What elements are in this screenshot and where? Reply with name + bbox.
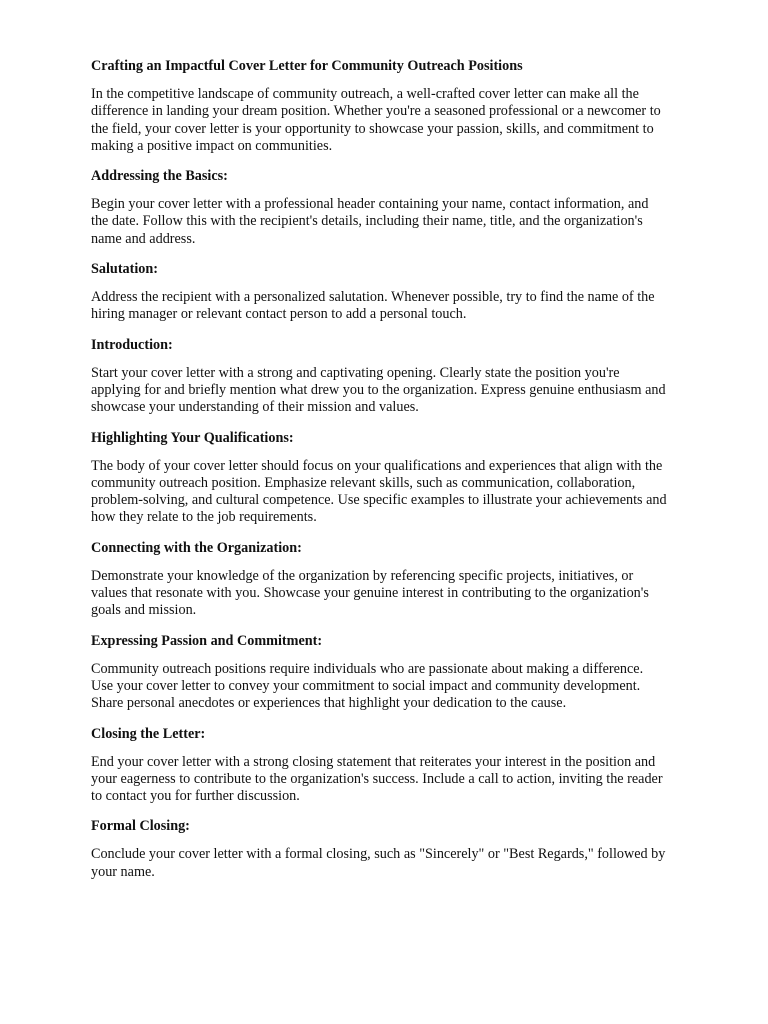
section-paragraph-qualifications [91,458,731,527]
paragraph-line: Share personal anecdotes or experiences that highlight your dedication to the cause. [91,695,567,712]
document-title: Crafting an Impactful Cover Letter for Community Outreach Positions [91,58,523,74]
paragraph-line: End your cover letter with a strong closing statement that reiterates your interest in the position and [91,753,656,770]
paragraph-line: The body of your cover letter should focus on your qualifications and experiences that align with the [91,457,663,474]
section-heading-qualifications: Highlighting Your Qualifications: [91,429,294,446]
section-paragraph-passion-commitment [91,661,731,713]
paragraph-line: to contact you for further discussion. [91,788,300,805]
paragraph-line: Conclude your cover letter with a formal closing, such as "Sincerely" or "Best Regards," followed by [91,846,666,863]
paragraph-line: hiring manager or relevant contact person to add a personal touch. [91,306,467,323]
paragraph-line: making a positive impact on communities. [91,137,333,154]
paragraph-line: In the competitive landscape of community outreach, a well-crafted cover letter can make all the [91,86,639,102]
section-heading-passion-commitment: Expressing Passion and Commitment: [91,632,323,649]
paragraph-line: your name. [91,863,155,880]
paragraph-line: problem-solving, and cultural competence. Use specific examples to illustrate your achievements and [91,492,667,509]
paragraph-line: the field, your cover letter is your opportunity to showcase your passion, skills, and commitment to [91,120,654,137]
paragraph-line: community outreach position. Emphasize relevant skills, such as communication, collaboration, [91,474,636,491]
section-paragraph-closing-letter [91,754,731,806]
paragraph-line: Begin your cover letter with a professional header containing your name, contact information, and [91,196,649,213]
paragraph-line: how they relate to the job requirements. [91,509,317,526]
paragraph-line: goals and mission. [91,602,197,619]
paragraph-line: your eagerness to contribute to the organization's success. Include a call to action, inviting the reader [91,770,663,787]
section-paragraph-salutation [91,289,731,324]
paragraph-line: difference in landing your dream position. Whether you're a seasoned professional or a newcomer to [91,103,661,120]
paragraph-line: the date. Follow this with the recipient's details, including their name, title, and the organization's [91,213,643,230]
section-paragraph-connecting-organization [91,568,731,620]
section-paragraph-addressing-basics [91,196,731,248]
paragraph-line: Address the recipient with a personalized salutation. Whenever possible, try to find the name of the [91,289,655,306]
section-heading-formal-closing: Formal Closing: [91,818,190,835]
section-paragraph-introduction [91,365,731,417]
paragraph-line: Demonstrate your knowledge of the organization by referencing specific projects, initiatives, or [91,567,634,584]
section-heading-salutation: Salutation: [91,261,159,278]
intro-paragraph [91,86,731,155]
section-heading-introduction: Introduction: [91,336,173,353]
paragraph-line: Community outreach positions require individuals who are passionate about making a difference. [91,660,644,677]
paragraph-line: Use your cover letter to convey your commitment to social impact and community development. [91,677,641,694]
paragraph-line: values that resonate with you. Showcase your genuine interest in contributing to the organization's [91,585,649,602]
document-page [91,58,731,894]
section-heading-addressing-basics: Addressing the Basics: [91,168,228,185]
paragraph-line: showcase your understanding of their mission and values. [91,399,419,416]
paragraph-line: applying for and briefly mention what drew you to the organization. Express genuine enthusiasm and [91,381,666,398]
paragraph-line: name and address. [91,230,196,247]
section-heading-connecting-organization: Connecting with the Organization: [91,539,302,556]
paragraph-line: Start your cover letter with a strong and captivating opening. Clearly state the position you're [91,364,620,381]
section-paragraph-formal-closing [91,846,731,881]
section-heading-closing-letter: Closing the Letter: [91,725,206,742]
